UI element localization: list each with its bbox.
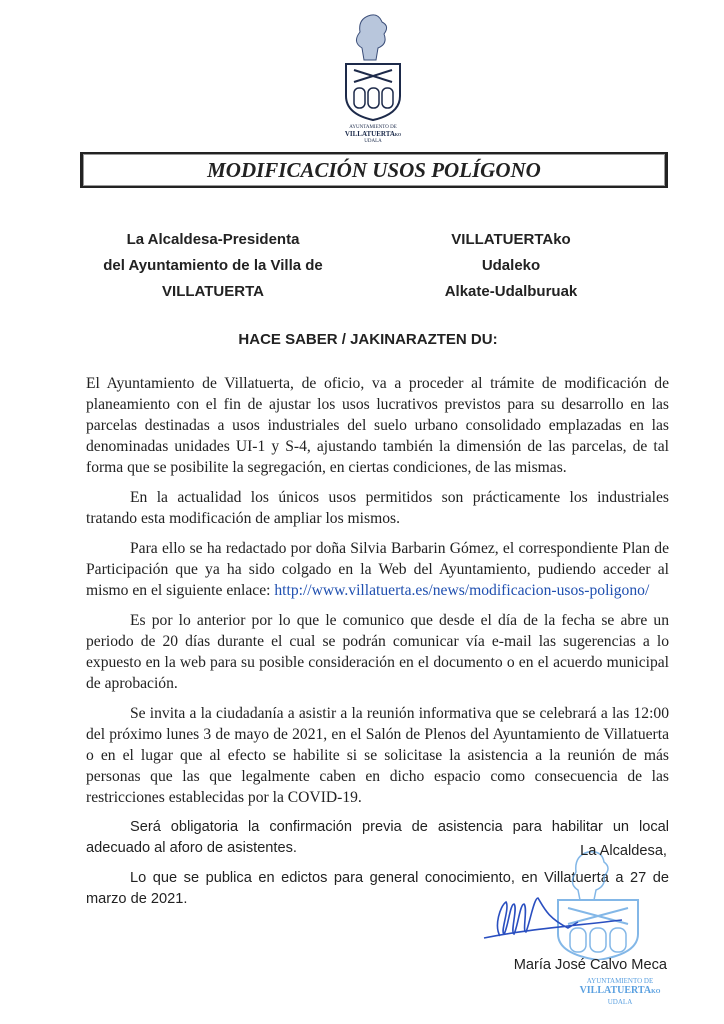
header-right-line: VILLATUERTAko [451,231,571,248]
stamp-town: VILLATUERTA [579,985,652,996]
header-left-line: La Alcaldesa-Presidenta [126,231,300,248]
paragraph: Lo que se publica en edictos para general conocimiento, en Villatuerta a 27 de marzo de 2021. [86,870,669,907]
header-left [63,227,363,305]
header-left-line: VILLATUERTA [162,283,264,300]
logo-line2 [320,131,426,138]
header-right-line: Alkate-Udalburuak [444,283,578,300]
paragraph: Se invita a la ciudadanía a asistir a la reunión informativa que se celebrará a las 12:00 del próximo lunes 3 de mayo de 2021, en el Salón de Plenos del Ayuntamiento de Villatuerta o en el lugar que al efecto se habilite si se solicitase la asistencia a la reunión de más personas que las que legalmente caben en dicho espacio como consecuencia de las restricciones establecidas por la COVID-19. [86,705,669,806]
document-body [86,373,669,919]
stamp-caption [560,976,680,1007]
signatory-name: María José Calvo Meca [513,957,667,973]
paragraph: El Ayuntamiento de Villatuerta, de oficio, va a proceder al trámite de modificación de planeamiento con el fin de ajustar los usos lucrativos previstos para su desarrollo en las parcelas destinadas a usos industriales del suelo urbano consolidado emplazadas en las denominadas unidades UI-1 y S-4, ajustando también la dimensión de las parcelas, de tal forma que se posibilite la segregación, en ciertas condiciones, de las mismas. [86,375,669,476]
document-title: MODIFICACIÓN USOS POLÍGONO [80,152,668,188]
announcement-heading: HACE SABER / JAKINARAZTEN DU: [238,331,498,348]
paragraph: En la actualidad los únicos usos permitidos son prácticamente los industriales tratando esta modificación de ampliar los mismos. [86,489,669,527]
logo-caption [320,124,426,145]
stamp-line1: AYUNTAMIENTO DE [586,977,654,985]
paragraph: Es por lo anterior por lo que le comunico que desde el día de la fecha se abre un periodo de 20 días durante el cual se podrán comunicar vía e-mail las sugerencias a lo expuesto en la web para su posible consideración en el documento o en el acuerdo municipal de aprobación. [86,612,669,692]
paragraph [86,538,669,601]
handwritten-signature [482,880,632,950]
coat-of-arms-logo [338,12,408,122]
signatory-role: La Alcaldesa, [580,843,667,859]
stamp-suffix: KO [651,989,661,995]
stamp-line3: UDALA [607,998,633,1006]
header-right-line: Udaleko [481,257,541,274]
header-left-line: del Ayuntamiento de la Villa de [103,257,323,274]
plan-link[interactable]: http://www.villatuerta.es/news/modificacion-usos-poligono/ [274,582,650,599]
logo-suffix: KO [394,132,402,137]
paragraph-text: Para ello se ha redactado por doña Silvia Barbarin Gómez, el correspondiente Plan de Participación que ya ha sido colgado en la Web del Ayuntamiento, pudiendo acceder al mismo en el siguiente enlace: [86,540,669,599]
paragraph: Será obligatoria la confirmación previa de asistencia para habilitar un local adecuado al aforo de asistentes. [86,819,669,856]
logo-line3: UDALA [364,139,382,144]
logo-line1: AYUNTAMIENTO DE [349,125,397,130]
logo-town: VILLATUERTA [344,130,395,138]
stamp-line2 [560,986,680,997]
header-right [361,227,661,305]
